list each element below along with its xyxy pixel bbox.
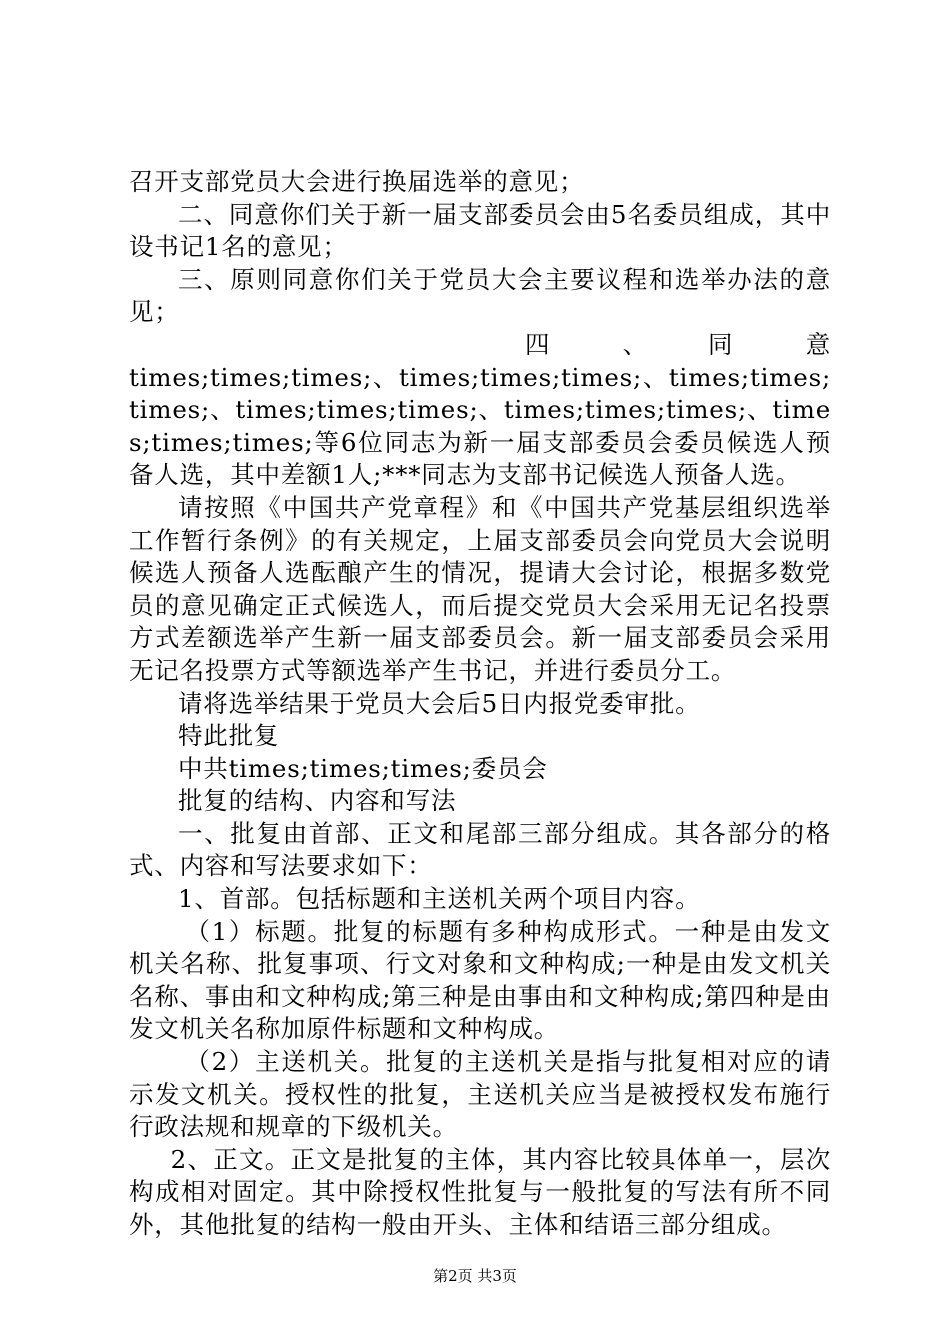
paragraph-item-four-heading: 四 、 同 意 — [525, 329, 831, 359]
paragraph-recipient: （2）主送机关。批复的主送机关是指与批复相对应的请示发文机关。授权性的批复，主送机关应当是被授权发布施行行政法规和规章的下级机关。 — [129, 1047, 831, 1142]
paragraph-procedure: 请按照《中国共产党章程》和《中国共产党基层组织选举工作暂行条例》的有关规定，上届支部委员会向党员大会说明候选人预备人选酝酿产生的情况，提请大会讨论，根据多数党员的意见确定正式候选人，而后提交党员大会采用无记名投票方式差额选举产生新一届支部委员会。新一届支部委员会采用无记名投票方式等额选举产生书记，并进行委员分工。 — [129, 492, 831, 685]
paragraph-opinion-election: 召开支部党员大会进行换届选举的意见； — [129, 167, 585, 196]
paragraph-item-three: 三、原则同意你们关于党员大会主要议程和选举办法的意见； — [129, 264, 831, 327]
paragraph-candidates: times;times;times;、times;times;times;、times;times;times;、times;times;times;、times;times;times;、times;times;times;等6位同志为新一届支部委员会委员候选人预备人选，其中差额1人;***同志为支部书记候选人预备人选。 — [129, 362, 831, 490]
paragraph-structure-overview: 一、批复由首部、正文和尾部三部分组成。其各部分的格式、内容和写法要求如下： — [129, 818, 831, 881]
paragraph-header-part: 1、首部。包括标题和主送机关两个项目内容。 — [178, 884, 701, 914]
paragraph-main-text: 2、正文。正文是批复的主体，其内容比较具体单一，层次构成相对固定。其中除授权性批复与一般批复的写法有所不同外，其他批复的结构一般由开头、主体和结语三部分组成。 — [129, 1144, 831, 1239]
paragraph-item-two: 二、同意你们关于新一届支部委员会由5名委员组成，其中设书记1名的意见； — [129, 199, 831, 262]
paragraph-issuer: 中共times;times;times;委员会 — [178, 753, 548, 783]
paragraph-report-results: 请将选举结果于党员大会后5日内报党委审批。 — [178, 688, 701, 718]
document-body — [129, 166, 831, 1242]
paragraph-title-forms: （1）标题。批复的标题有多种构成形式。一种是由发文机关名称、批复事项、行文对象和文种构成;一种是由发文机关名称、事由和文种构成;第三种是由事由和文种构成;第四种是由发文机关名称加原件标题和文种构成。 — [129, 916, 831, 1044]
paragraph-closing: 特此批复 — [178, 721, 280, 751]
section-heading: 批复的结构、内容和写法 — [178, 786, 457, 816]
page-footer: 第2页 共3页 — [433, 1267, 517, 1285]
